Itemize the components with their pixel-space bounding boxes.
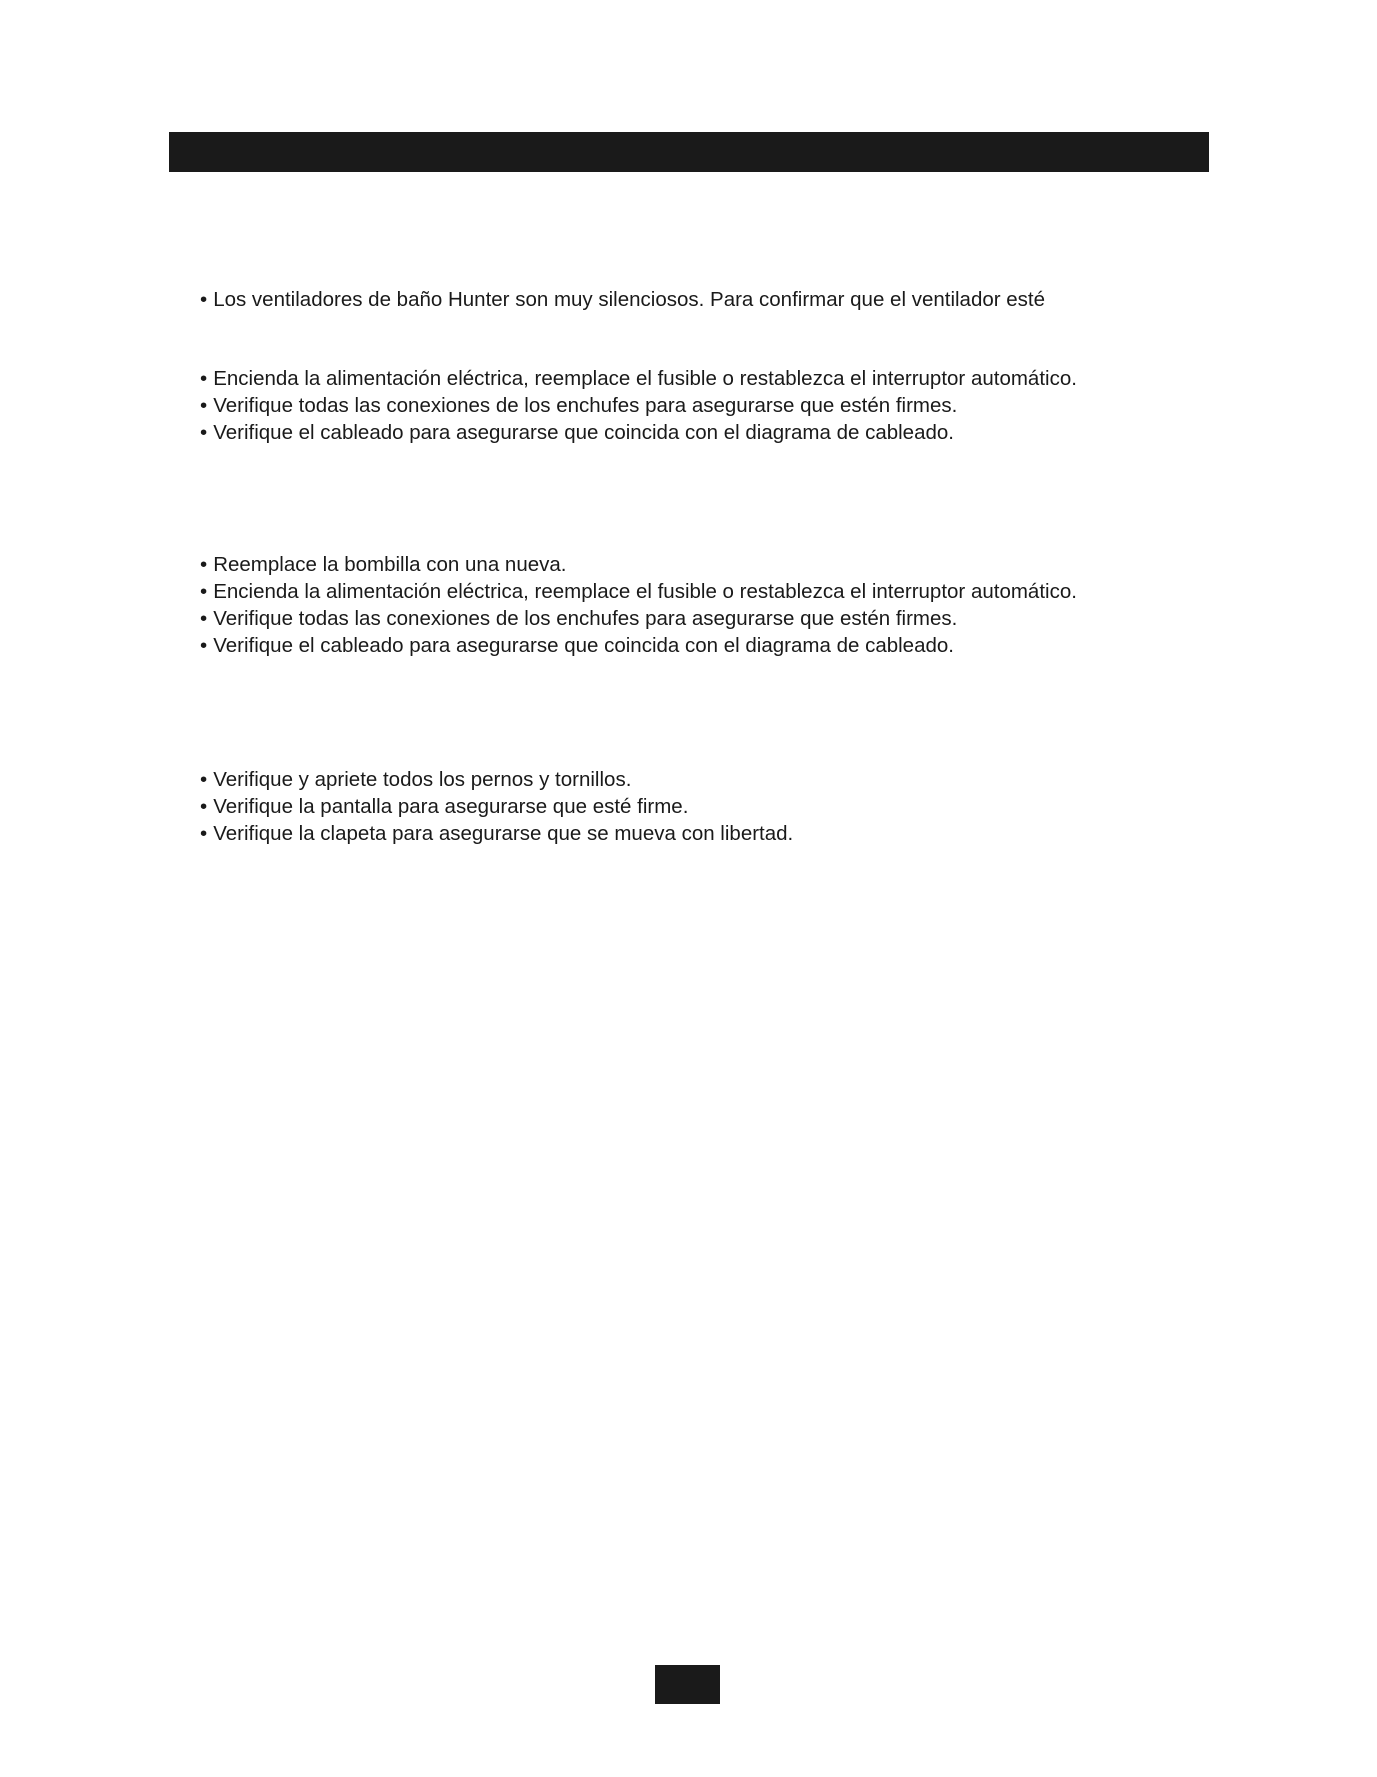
bullet-item: • Verifique todas las conexiones de los enchufes para asegurarse que estén firmes. [200,392,1200,419]
bullet-item: • Verifique la clapeta para asegurarse que se mueva con libertad. [200,820,1200,847]
bullet-item: • Verifique y apriete todos los pernos y tornillos. [200,766,1200,793]
bullet-item: • Los ventiladores de baño Hunter son muy silenciosos. Para confirmar que el ventilador esté [200,286,1200,313]
bullet-item: • Verifique el cableado para asegurarse que coincida con el diagrama de cableado. [200,632,1200,659]
bullet-item: • Verifique todas las conexiones de los enchufes para asegurarse que estén firmes. [200,605,1200,632]
troubleshooting-section-rattle [200,766,1200,847]
bullet-item: • Reemplace la bombilla con una nueva. [200,551,1200,578]
troubleshooting-section-fan-not-working [200,365,1200,446]
header-bar [169,132,1209,172]
troubleshooting-section-noise [200,286,1200,313]
bullet-item: • Verifique el cableado para asegurarse que coincida con el diagrama de cableado. [200,419,1200,446]
troubleshooting-section-light-not-working [200,551,1200,659]
bullet-item: • Encienda la alimentación eléctrica, reemplace el fusible o restablezca el interruptor automático. [200,578,1200,605]
bullet-item: • Encienda la alimentación eléctrica, reemplace el fusible o restablezca el interruptor automático. [200,365,1200,392]
bullet-item: • Verifique la pantalla para asegurarse que esté firme. [200,793,1200,820]
page-number-box [655,1665,720,1704]
